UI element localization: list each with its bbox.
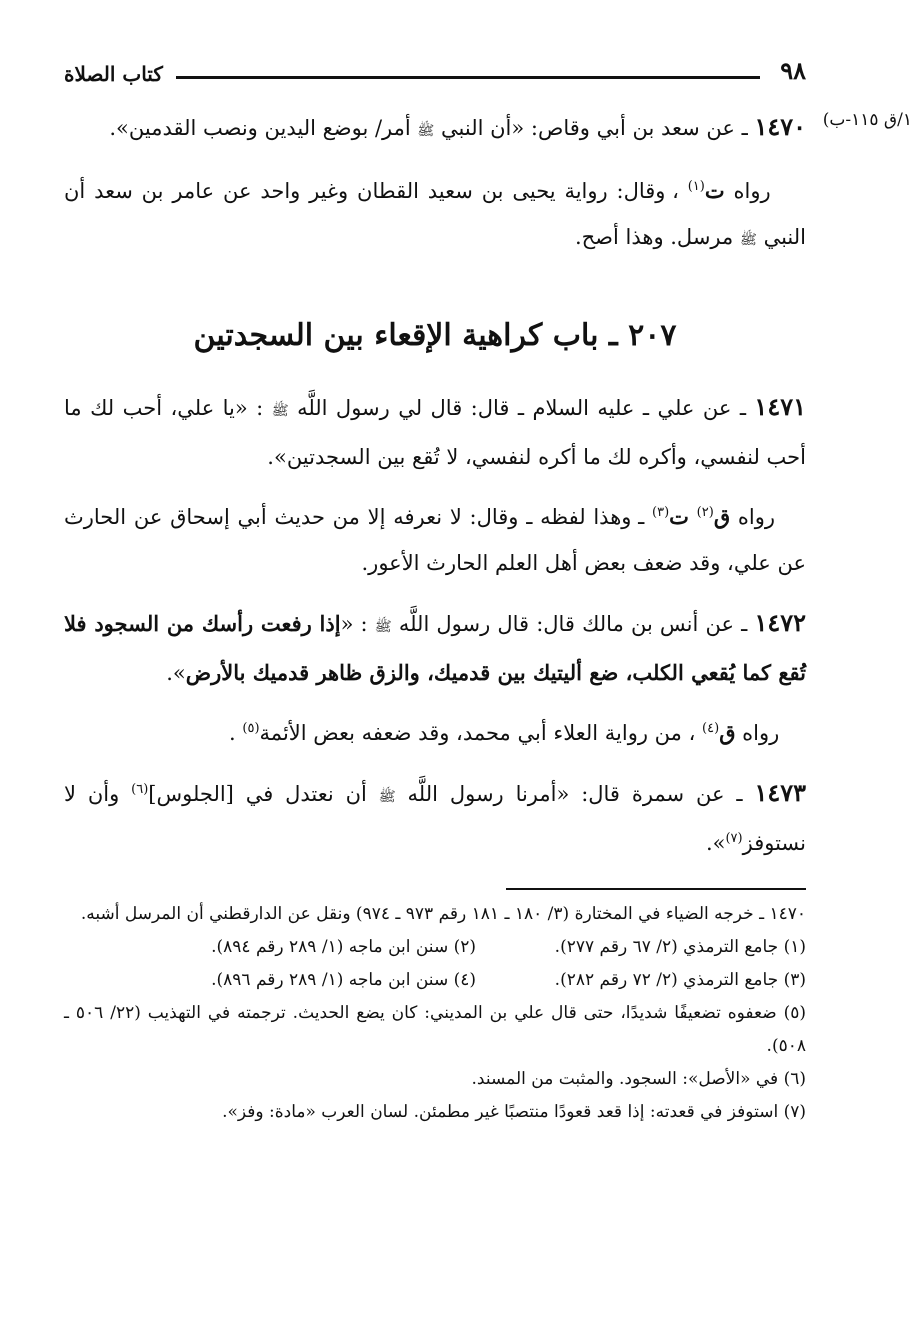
riwaya-text: ـ وهذا لفظه ـ وقال: لا نعرفه إلا من حديث أبي إسحاق عن الحارث عن علي، وقد ضعف بعض أهل العلم الحارث الأعور.: [64, 505, 806, 575]
salutation-glyph: ﷺ: [374, 619, 392, 635]
footnote-ref: (٤): [702, 721, 720, 736]
source-code-q: ق: [713, 504, 731, 529]
footnote-3: (٣) جامع الترمذي (٢/ ٧٢ رقم ٢٨٢).: [554, 970, 806, 990]
spacer: [64, 756, 806, 770]
chapter-title: ٢٠٧ ـ باب كراهية الإقعاء بين السجدتين: [193, 318, 677, 353]
page-header: [64, 56, 806, 88]
hadith-1471-1473-block: [64, 384, 806, 866]
hadith-text: أمر/ بوضع اليدين ونصب القدمين».: [109, 116, 411, 140]
hadith-1471-text: [64, 384, 806, 480]
hadith-matn-bold: إذا رفعت رأسك من السجود فلا تُقع كما يُقعي الكلب، ضع أليتيك بين قدميك، والزق ظاهر قدميك بالأرض: [64, 611, 806, 685]
riwaya-text: رواه: [737, 505, 775, 529]
hadith-text: ـ عن سمرة قال: «أمرنا رسول اللَّه: [407, 782, 743, 806]
source-code-t: ت: [669, 504, 689, 529]
footnote-ref: (٢): [696, 505, 714, 520]
hadith-number: ١٤٧٣: [754, 778, 806, 807]
salutation-glyph: ﷺ: [378, 789, 396, 805]
salutation-glyph: ﷺ: [739, 232, 757, 248]
riwaya-text: ، من رواية العلاء أبي محمد، وقد ضعفه بعض الأئمة: [259, 721, 696, 745]
riwaya-text: رواه: [742, 721, 780, 745]
spacer: [64, 586, 806, 600]
hadith-1471-riwaya: [64, 494, 806, 586]
footnote-1: (١) جامع الترمذي (٢/ ٦٧ رقم ٢٧٧).: [554, 937, 806, 957]
hadith-1472-text: [64, 600, 806, 696]
footnote-5: (٥) ضعفوه تضعيفًا شديدًا، حتى قال علي بن المديني: كان يضع الحديث. ترجمته في التهذيب (٢٢/ ٥٠٦ ـ ٥٠٨).: [64, 1003, 806, 1056]
hadith-number: ١٤٧٢: [754, 608, 806, 637]
hadith-text: ».: [166, 661, 186, 685]
footnote-ref: (٥): [242, 721, 260, 736]
footnote-2: (٢) سنن ابن ماجه (١/ ٢٨٩ رقم ٨٩٤).: [211, 937, 476, 957]
page-number: ٩٨: [780, 56, 806, 85]
hadith-text: ـ عن علي ـ عليه السلام ـ قال: قال لي رسول اللَّه: [297, 396, 746, 420]
spacer: [64, 154, 806, 168]
hadith-number: ١٤٧٠: [754, 112, 806, 141]
hadith-1470-block: [64, 104, 806, 263]
footnote-row: [64, 931, 806, 964]
riwaya-text: ، وقال: رواية يحيى بن سعيد القطان وغير واحد عن عامر بن سعد أن النبي: [64, 179, 806, 249]
header-rule: [176, 76, 760, 79]
riwaya-text: رواه: [733, 179, 771, 203]
hadith-number: ١٤٧١: [754, 392, 806, 421]
footnote-1470: ١٤٧٠ ـ خرجه الضياء في المختارة (٣/ ١٨٠ ـ ١٨١ رقم ٩٧٣ ـ ٩٧٤) ونقل عن الدارقطني أن المرسل أشبه.: [80, 904, 806, 924]
hadith-text: وأن لا نستوفز: [64, 782, 806, 855]
hadith-text: ـ عن أنس بن مالك قال: قال رسول اللَّه: [398, 612, 748, 636]
source-code-q: ق: [719, 720, 736, 745]
footnote-ref: (٧): [725, 831, 743, 846]
hadith-1473-text: [64, 770, 806, 866]
hadith-text: ».: [705, 831, 726, 855]
footnote-row: [64, 964, 806, 997]
manuscript-margin-note: ١/ق ١١٥-ب): [822, 110, 912, 130]
hadith-1470-riwaya: [64, 168, 806, 263]
footnote-separator: [506, 888, 806, 890]
footnote-ref: (١): [687, 179, 705, 194]
spacer: [64, 480, 806, 494]
hadith-text: : «: [340, 612, 368, 636]
hadith-text: ـ عن سعد بن أبي وقاص: «أن النبي: [441, 116, 748, 140]
hadith-text: : «يا علي، أحب لك ما أحب لنفسي، وأكره لك ما أكره لنفسي، لا تُقع بين السجدتين».: [64, 396, 806, 469]
hadith-1470-text: [64, 104, 806, 154]
salutation-glyph: ﷺ: [417, 123, 435, 139]
footnote-ref: (٦): [131, 782, 149, 797]
footnote-4: (٤) سنن ابن ماجه (١/ ٢٨٩ رقم ٨٩٦).: [211, 970, 476, 990]
salutation-glyph: ﷺ: [271, 403, 289, 419]
hadith-text: أن نعتدل في [الجلوس]: [148, 782, 367, 806]
riwaya-text: مرسل. وهذا أصح.: [574, 225, 734, 249]
running-title: كتاب الصلاة: [64, 62, 163, 86]
hadith-1472-riwaya: [64, 710, 806, 756]
footnote-7: (٧) استوفز في قعدته: إذا قعد قعودًا منتصبًا غير مطمئن. لسان العرب «مادة: وفز».: [222, 1102, 806, 1122]
footnotes: [64, 898, 806, 1129]
footnote-ref: (٣): [652, 505, 670, 520]
spacer: [64, 696, 806, 710]
footnote-6: (٦) في «الأصل»: السجود. والمثبت من المسند.: [471, 1069, 806, 1089]
source-code-t: ت: [704, 178, 725, 203]
riwaya-text: .: [229, 721, 236, 745]
